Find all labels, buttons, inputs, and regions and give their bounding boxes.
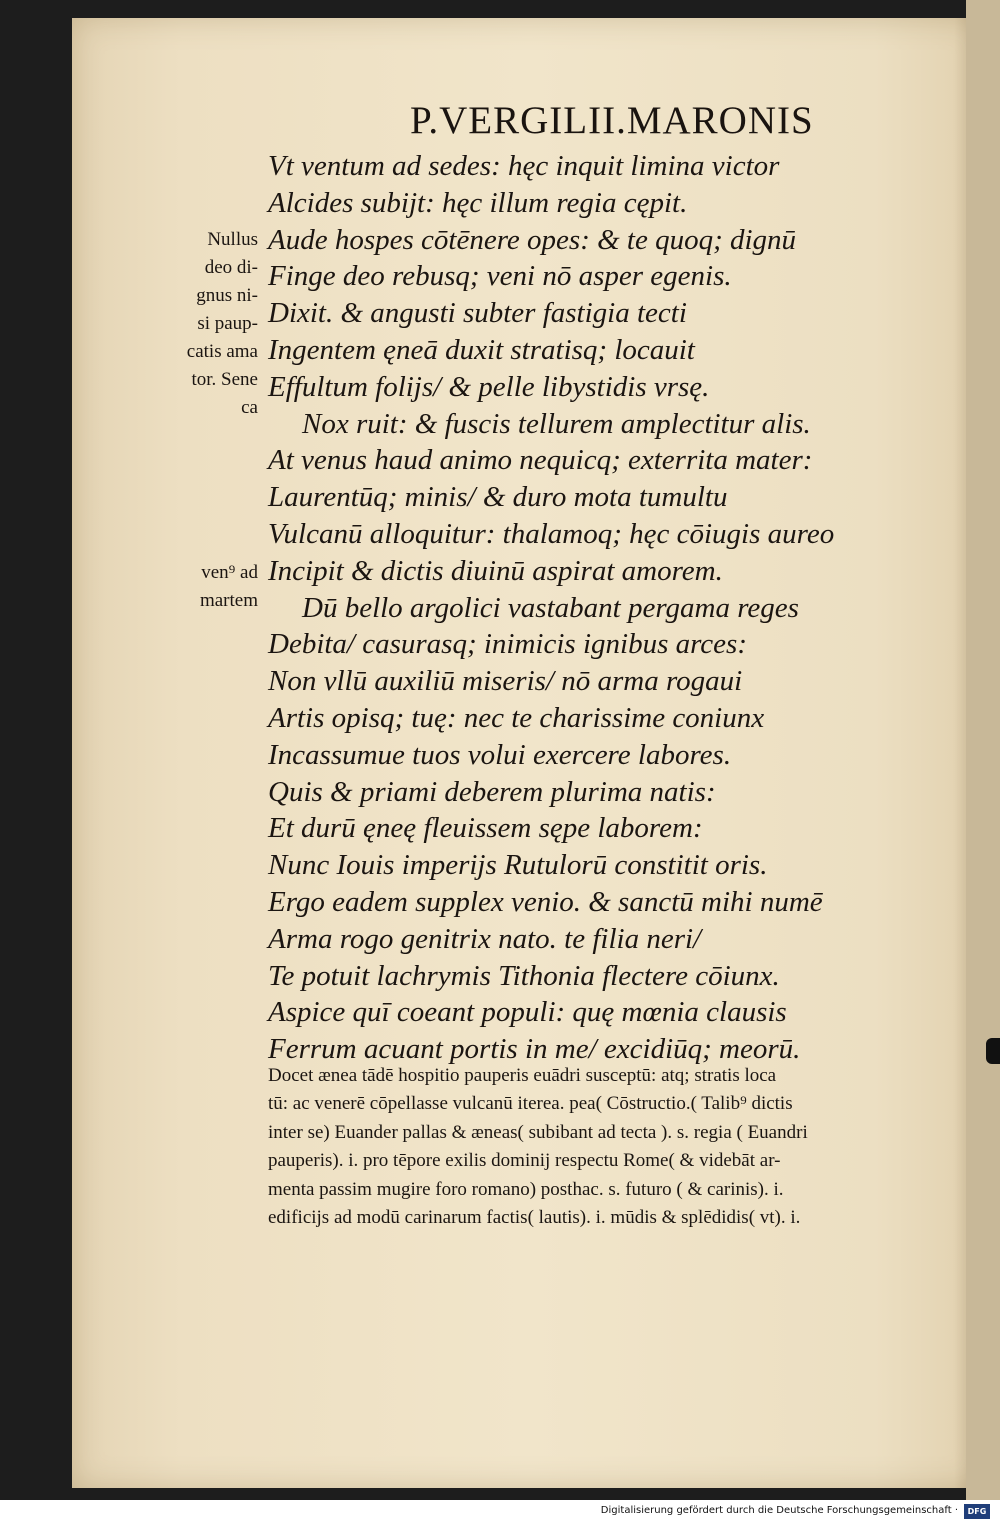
marginal-line: gnus ni- [196,285,258,306]
footer-credit: Digitalisierung gefördert durch die Deutsche Forschungsgemeinschaft · [600,1505,958,1516]
verse-text-block [268,148,834,1068]
verse-line: Dū bello argolici vastabant pergama reges [302,591,799,624]
marginal-line: martem [199,590,258,611]
running-head: P.VERGILII.MARONIS [410,99,814,142]
commentary-line: edificijs ad modū carinarum factis( lautis). i. mūdis & splēdidis( vt). i. [268,1207,801,1229]
verse-line: Finge deo rebusq; veni nō asper egenis. [268,260,732,293]
verse-line: Aude hospes cōtēnere opes: & te quoq; dignū [268,223,797,256]
verse-line: Ergo eadem supplex venio. & sanctū mihi numē [268,885,823,918]
marginal-line: Nullus [207,229,258,250]
verse-line: Artis opisq; tuę: nec te charissime coniunx [268,701,765,734]
commentary-line: pauperis). i. pro tēpore exilis dominij respectu Rome( & videbāt ar- [268,1150,781,1172]
commentary-block [268,1062,808,1232]
marginal-line: deo di- [204,257,258,278]
commentary-line: tū: ac venerē cōpellasse vulcanū iterea. pea( Cōstructio.( Talib⁹ dictis [268,1093,793,1115]
verse-line: Debita/ casurasq; inimicis ignibus arces: [268,628,747,661]
verse-line: Laurentūq; minis/ & duro mota tumultu [268,481,728,514]
marginal-line: si paup- [197,313,258,334]
commentary-line: inter se) Euander pallas & æneas( subibant ad tecta ). s. regia ( Euandri [268,1121,808,1143]
verse-line: Nox ruit: & fuscis tellurem amplectitur alis. [302,407,811,440]
verse-line: Vt ventum ad sedes: hęc inquit limina victor [268,150,780,182]
marginal-line: ven⁹ ad [201,562,258,583]
marginal-line: catis ama [186,341,258,362]
verse-line: Effultum folijs/ & pelle libystidis vrsę. [268,370,710,403]
verse-line: Arma rogo genitrix nato. te filia neri/ [268,922,702,955]
verse-line: Quis & priami deberem plurima natis: [268,775,716,808]
marginal-line: ca [241,397,258,418]
digitization-footer [0,1500,1000,1524]
verse-line: Incassumue tuos volui exercere labores. [268,738,732,771]
verse-line: Non vllū auxiliū miseris/ nō arma rogaui [268,665,743,698]
verse-line: Alcides subijt: hęc illum regia cępit. [268,186,688,219]
page-tab-marker [986,1038,1000,1064]
verse-line: Et durū ęneę fleuissem sępe laborem: [268,812,703,845]
verse-line: Dixit. & angusti subter fastigia tecti [268,297,687,330]
marginal-note-venus [160,559,258,615]
verse-line: Vulcanū alloquitur: thalamoq; hęc cōiugis aureo [268,517,835,550]
verse-line: Ferrum acuant portis in me/ excidiūq; meorū. [268,1033,801,1066]
commentary-line: menta passim mugire foro romano) posthac. s. futuro ( & carinis). i. [268,1178,784,1200]
verse-line: Ingentem ęneā duxit stratisq; locauit [268,333,695,366]
marginal-note-nullus [160,226,258,422]
dfg-logo: DFG [964,1504,990,1519]
marginal-line: tor. Sene [191,369,258,390]
verse-line: Nunc Iouis imperijs Rutulorū constitit oris. [268,849,768,882]
verse-line: Te potuit lachrymis Tithonia flectere cōiunx. [268,959,780,992]
verse-line: Aspice quī coeant populi: quę mœnia clausis [268,996,787,1029]
verse-line: Incipit & dictis diuinū aspirat amorem. [268,554,723,587]
verse-line: At venus haud animo nequicq; exterrita mater: [268,444,813,477]
commentary-line: Docet ænea tādē hospitio pauperis euādri susceptū: atq; stratis loca [268,1065,777,1086]
facing-page-edge [966,0,1000,1500]
